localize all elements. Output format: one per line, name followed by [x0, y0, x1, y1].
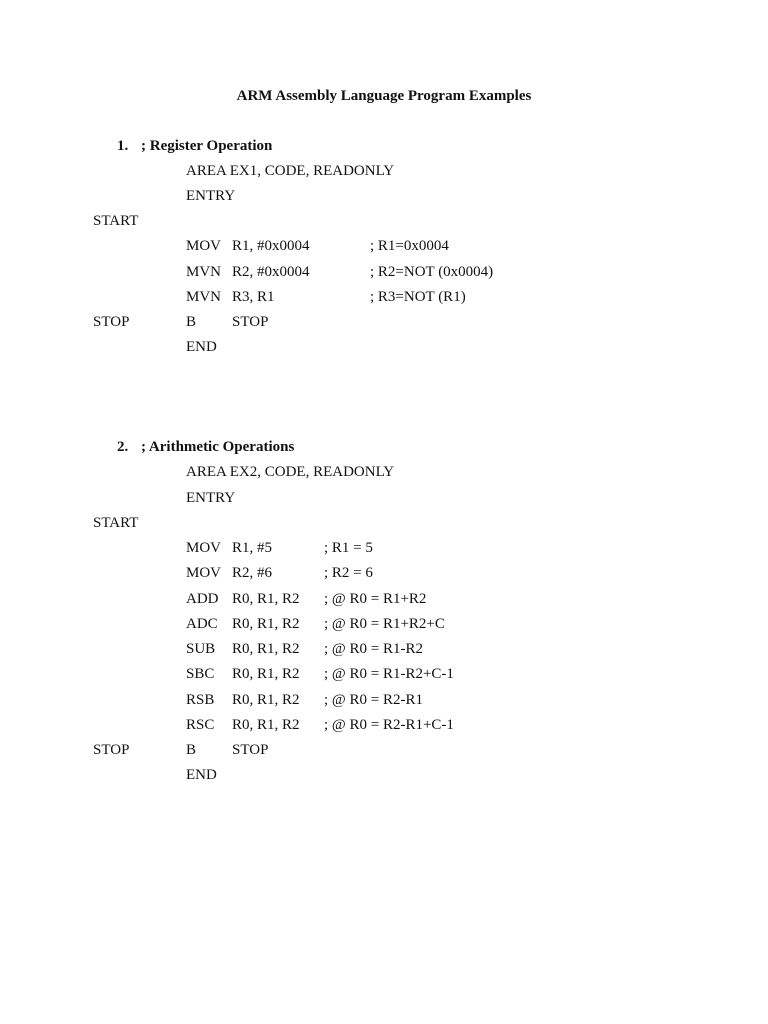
code-operands: STOP	[232, 314, 269, 330]
code-line	[0, 565, 768, 585]
code-line	[0, 289, 768, 309]
section-2-number: 2.	[117, 439, 129, 455]
code-comment: ; @ R0 = R1-R2+C-1	[324, 666, 454, 682]
code-line	[0, 490, 768, 510]
code-line	[0, 666, 768, 686]
code-operands: R1, #0x0004	[232, 238, 310, 254]
code-line	[0, 767, 768, 787]
code-opcode: MVN	[186, 289, 222, 305]
code-comment: ; @ R0 = R2-R1	[324, 692, 423, 708]
code-comment: ; R1=0x0004	[370, 238, 449, 254]
code-directive: ENTRY	[186, 188, 236, 204]
code-operands: R2, #6	[232, 565, 273, 581]
section-2-heading	[117, 439, 294, 456]
code-directive: END	[186, 767, 217, 783]
code-operands: R0, R1, R2	[232, 717, 300, 733]
code-opcode: RSB	[186, 692, 215, 708]
code-line	[0, 339, 768, 359]
code-operands: R0, R1, R2	[232, 692, 300, 708]
code-comment: ; @ R0 = R2-R1+C-1	[324, 717, 454, 733]
code-line	[0, 314, 768, 334]
code-label: START	[93, 213, 139, 229]
section-1-title: ; Register Operation	[141, 138, 273, 154]
code-operands: R1, #5	[232, 540, 273, 556]
code-opcode: MOV	[186, 565, 222, 581]
code-line	[0, 163, 768, 183]
code-operands: R0, R1, R2	[232, 616, 300, 632]
code-operands: R2, #0x0004	[232, 264, 310, 280]
code-line	[0, 213, 768, 233]
code-comment: ; @ R0 = R1+R2+C	[324, 616, 445, 632]
code-comment: ; R2 = 6	[324, 565, 373, 581]
code-comment: ; @ R0 = R1-R2	[324, 641, 423, 657]
code-directive: AREA EX1, CODE, READONLY	[186, 163, 395, 179]
code-label: STOP	[93, 742, 130, 758]
code-comment: ; @ R0 = R1+R2	[324, 591, 427, 607]
code-line	[0, 717, 768, 737]
code-line	[0, 641, 768, 661]
code-line	[0, 238, 768, 258]
code-opcode: SUB	[186, 641, 216, 657]
code-opcode: RSC	[186, 717, 215, 733]
code-directive: ENTRY	[186, 490, 236, 506]
code-directive: END	[186, 339, 217, 355]
code-line	[0, 540, 768, 560]
code-opcode: MOV	[186, 540, 222, 556]
code-line	[0, 591, 768, 611]
code-operands: STOP	[232, 742, 269, 758]
code-operands: R0, R1, R2	[232, 641, 300, 657]
code-opcode: MOV	[186, 238, 222, 254]
code-comment: ; R2=NOT (0x0004)	[370, 264, 494, 280]
code-line	[0, 515, 768, 535]
code-label: START	[93, 515, 139, 531]
code-line	[0, 692, 768, 712]
code-comment: ; R1 = 5	[324, 540, 373, 556]
code-line	[0, 464, 768, 484]
code-opcode: ADD	[186, 591, 219, 607]
code-opcode: MVN	[186, 264, 222, 280]
section-1-heading	[117, 138, 272, 155]
code-comment: ; R3=NOT (R1)	[370, 289, 466, 305]
code-line	[0, 616, 768, 636]
page-title: ARM Assembly Language Program Examples	[236, 88, 532, 104]
section-2-title: ; Arithmetic Operations	[141, 439, 295, 455]
code-line	[0, 188, 768, 208]
code-operands: R0, R1, R2	[232, 591, 300, 607]
code-opcode: B	[186, 742, 197, 758]
code-operands: R0, R1, R2	[232, 666, 300, 682]
code-line	[0, 742, 768, 762]
code-label: STOP	[93, 314, 130, 330]
code-line	[0, 264, 768, 284]
code-opcode: ADC	[186, 616, 218, 632]
code-operands: R3, R1	[232, 289, 275, 305]
code-directive: AREA EX2, CODE, READONLY	[186, 464, 395, 480]
code-opcode: B	[186, 314, 197, 330]
section-1-number: 1.	[117, 138, 129, 154]
code-opcode: SBC	[186, 666, 215, 682]
